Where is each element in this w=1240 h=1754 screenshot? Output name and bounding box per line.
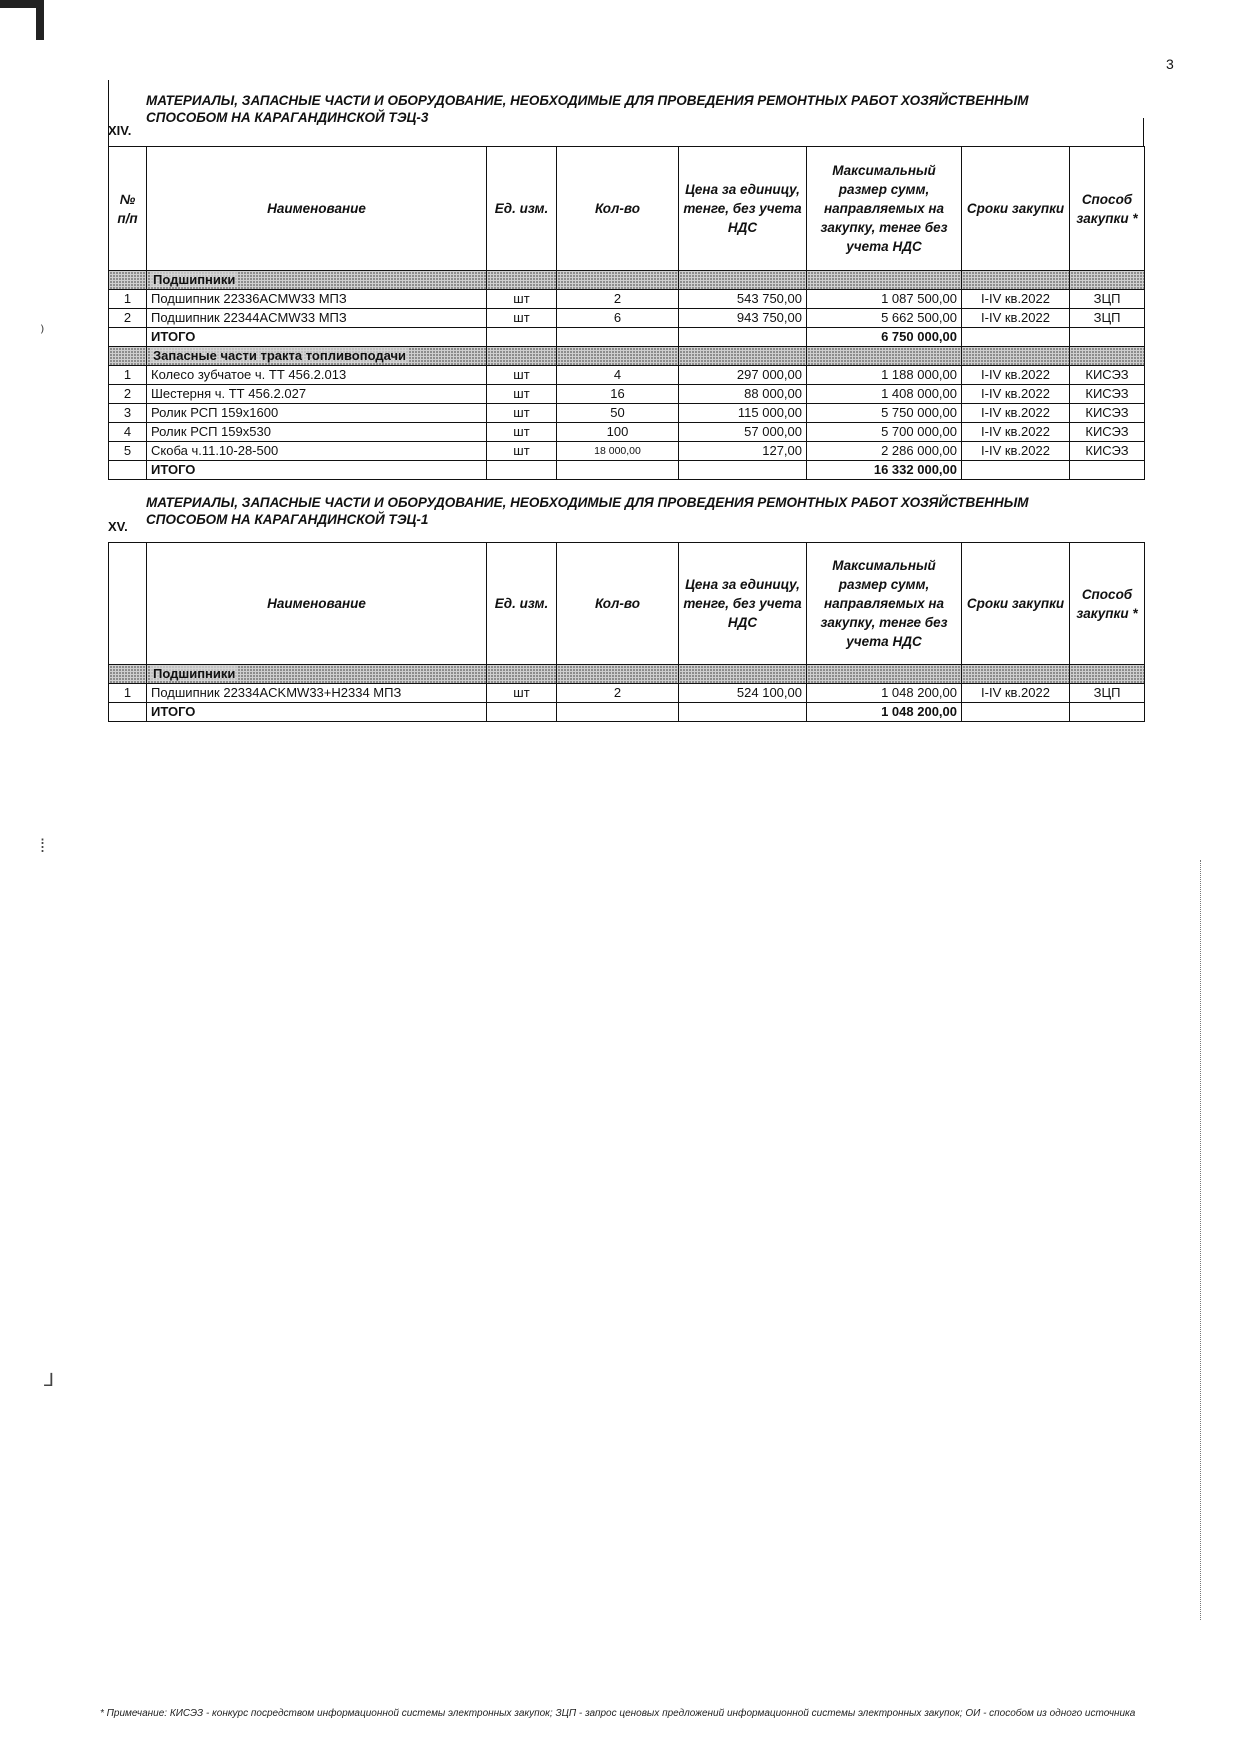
section-xiv <box>108 92 1144 480</box>
cell-sum: 1 087 500,00 <box>807 290 962 309</box>
total-sum: 16 332 000,00 <box>807 461 962 480</box>
cell-name: Подшипник 22344ACMW33 МПЗ <box>147 309 487 328</box>
cell-num: 1 <box>109 290 147 309</box>
cell-terms: I-IV кв.2022 <box>962 385 1070 404</box>
cell-price: 57 000,00 <box>679 423 807 442</box>
cell-unit: шт <box>487 442 557 461</box>
cell-price: 115 000,00 <box>679 404 807 423</box>
cell-num: 5 <box>109 442 147 461</box>
cell-method: КИСЭЗ <box>1070 385 1145 404</box>
group-label: Подшипники <box>147 665 487 684</box>
cell-method: ЗЦП <box>1070 684 1145 703</box>
footnote: * Примечание: КИСЭЗ - конкурс посредством информационной системы электронных закупок; ЗЦП - запрос ценовых предложений информационной системы электронных закупок; ОИ - способом из одного источника <box>100 1708 1136 1719</box>
cell-price: 524 100,00 <box>679 684 807 703</box>
cell-name: Подшипник 22336ACMW33 МПЗ <box>147 290 487 309</box>
cell-method: КИСЭЗ <box>1070 366 1145 385</box>
cell-name: Шестерня ч. ТТ 456.2.027 <box>147 385 487 404</box>
column-header-num <box>109 543 147 665</box>
cell-sum: 2 286 000,00 <box>807 442 962 461</box>
cell-terms: I-IV кв.2022 <box>962 404 1070 423</box>
cell-terms: I-IV кв.2022 <box>962 423 1070 442</box>
cell-price: 127,00 <box>679 442 807 461</box>
cell-sum: 1 048 200,00 <box>807 684 962 703</box>
section-number: XV. <box>108 519 128 534</box>
column-header-price: Цена за единицу, тенге, без учета НДС <box>679 543 807 665</box>
total-row <box>109 461 1145 480</box>
cell-terms: I-IV кв.2022 <box>962 442 1070 461</box>
cell-terms: I-IV кв.2022 <box>962 684 1070 703</box>
cell-price: 943 750,00 <box>679 309 807 328</box>
cell-unit: шт <box>487 684 557 703</box>
column-header-qty: Кол-во <box>557 147 679 271</box>
group-label: Подшипники <box>147 271 487 290</box>
cell-unit: шт <box>487 385 557 404</box>
section-header <box>108 494 1144 542</box>
table-row <box>109 442 1145 461</box>
column-header-unit: Ед. изм. <box>487 543 557 665</box>
column-header-max-sum: Максимальный размер сумм, направляемых на закупку, тенге без учета НДС <box>807 147 962 271</box>
scan-mark: ⁞ <box>40 836 46 856</box>
scan-edge-line <box>1200 860 1201 1620</box>
cell-method: ЗЦП <box>1070 309 1145 328</box>
cell-name: Подшипник 22334ACKMW33+H2334 МПЗ <box>147 684 487 703</box>
total-sum: 1 048 200,00 <box>807 703 962 722</box>
scan-corner-mark <box>0 0 44 8</box>
procurement-table <box>108 542 1145 722</box>
table-header-row <box>109 147 1145 271</box>
section-number: XIV. <box>108 123 132 138</box>
cell-name: Колесо зубчатое ч. ТТ 456.2.013 <box>147 366 487 385</box>
table-header-row <box>109 543 1145 665</box>
section-title: МАТЕРИАЛЫ, ЗАПАСНЫЕ ЧАСТИ И ОБОРУДОВАНИЕ, НЕОБХОДИМЫЕ ДЛЯ ПРОВЕДЕНИЯ РЕМОНТНЫХ РАБОТ ХОЗЯЙСТВЕННЫМ СПОСОБОМ НА КАРАГАНДИНСКОЙ ТЭЦ-1 <box>146 495 1029 527</box>
cell-qty: 2 <box>557 684 679 703</box>
column-header-num: № п/п <box>109 147 147 271</box>
cell-method: КИСЭЗ <box>1070 404 1145 423</box>
cell-method: КИСЭЗ <box>1070 442 1145 461</box>
total-sum: 6 750 000,00 <box>807 328 962 347</box>
cell-terms: I-IV кв.2022 <box>962 290 1070 309</box>
cell-sum: 5 750 000,00 <box>807 404 962 423</box>
cell-sum: 1 408 000,00 <box>807 385 962 404</box>
cell-unit: шт <box>487 290 557 309</box>
table-row <box>109 385 1145 404</box>
cell-unit: шт <box>487 404 557 423</box>
cell-qty: 50 <box>557 404 679 423</box>
table-row <box>109 366 1145 385</box>
column-header-unit: Ед. изм. <box>487 147 557 271</box>
group-row <box>109 347 1145 366</box>
total-row <box>109 703 1145 722</box>
cell-name: Ролик РСП 159х530 <box>147 423 487 442</box>
cell-name: Скоба ч.11.10-28-500 <box>147 442 487 461</box>
cell-terms: I-IV кв.2022 <box>962 366 1070 385</box>
table-row <box>109 290 1145 309</box>
column-header-name: Наименование <box>147 543 487 665</box>
cell-method: КИСЭЗ <box>1070 423 1145 442</box>
cell-qty: 2 <box>557 290 679 309</box>
column-header-method: Способ закупки * <box>1070 147 1145 271</box>
column-header-name: Наименование <box>147 147 487 271</box>
table-row <box>109 423 1145 442</box>
group-row <box>109 665 1145 684</box>
total-label: ИТОГО <box>147 703 487 722</box>
section-header <box>108 92 1144 146</box>
column-header-qty: Кол-во <box>557 543 679 665</box>
column-header-max-sum: Максимальный размер сумм, направляемых на закупку, тенге без учета НДС <box>807 543 962 665</box>
cell-price: 297 000,00 <box>679 366 807 385</box>
column-header-price: Цена за единицу, тенге, без учета НДС <box>679 147 807 271</box>
cell-name: Ролик РСП 159х1600 <box>147 404 487 423</box>
cell-unit: шт <box>487 366 557 385</box>
cell-unit: шт <box>487 423 557 442</box>
cell-num: 2 <box>109 385 147 404</box>
cell-sum: 5 662 500,00 <box>807 309 962 328</box>
cell-num: 3 <box>109 404 147 423</box>
cell-sum: 5 700 000,00 <box>807 423 962 442</box>
scan-mark: ⁾ <box>40 322 45 342</box>
cell-num: 1 <box>109 366 147 385</box>
cell-unit: шт <box>487 309 557 328</box>
cell-num: 1 <box>109 684 147 703</box>
cell-qty: 100 <box>557 423 679 442</box>
cell-num: 2 <box>109 309 147 328</box>
column-header-terms: Сроки закупки <box>962 147 1070 271</box>
cell-price: 543 750,00 <box>679 290 807 309</box>
cell-qty: 18 000,00 <box>557 442 679 461</box>
table-row <box>109 404 1145 423</box>
procurement-table <box>108 146 1145 480</box>
group-row <box>109 271 1145 290</box>
cell-terms: I-IV кв.2022 <box>962 309 1070 328</box>
total-label: ИТОГО <box>147 461 487 480</box>
cell-sum: 1 188 000,00 <box>807 366 962 385</box>
column-header-terms: Сроки закупки <box>962 543 1070 665</box>
table-row <box>109 309 1145 328</box>
section-title: МАТЕРИАЛЫ, ЗАПАСНЫЕ ЧАСТИ И ОБОРУДОВАНИЕ, НЕОБХОДИМЫЕ ДЛЯ ПРОВЕДЕНИЯ РЕМОНТНЫХ РАБОТ ХОЗЯЙСТВЕННЫМ СПОСОБОМ НА КАРАГАНДИНСКОЙ ТЭЦ-3 <box>146 93 1029 125</box>
cell-qty: 16 <box>557 385 679 404</box>
column-header-method: Способ закупки * <box>1070 543 1145 665</box>
cell-num: 4 <box>109 423 147 442</box>
table-row <box>109 684 1145 703</box>
scan-mark: ⅃ <box>44 1370 55 1390</box>
cell-qty: 6 <box>557 309 679 328</box>
section-xv <box>108 494 1144 722</box>
total-label: ИТОГО <box>147 328 487 347</box>
page-number: 3 <box>1166 56 1174 72</box>
cell-price: 88 000,00 <box>679 385 807 404</box>
cell-qty: 4 <box>557 366 679 385</box>
group-label: Запасные части тракта топливоподачи <box>147 347 487 366</box>
cell-method: ЗЦП <box>1070 290 1145 309</box>
total-row <box>109 328 1145 347</box>
